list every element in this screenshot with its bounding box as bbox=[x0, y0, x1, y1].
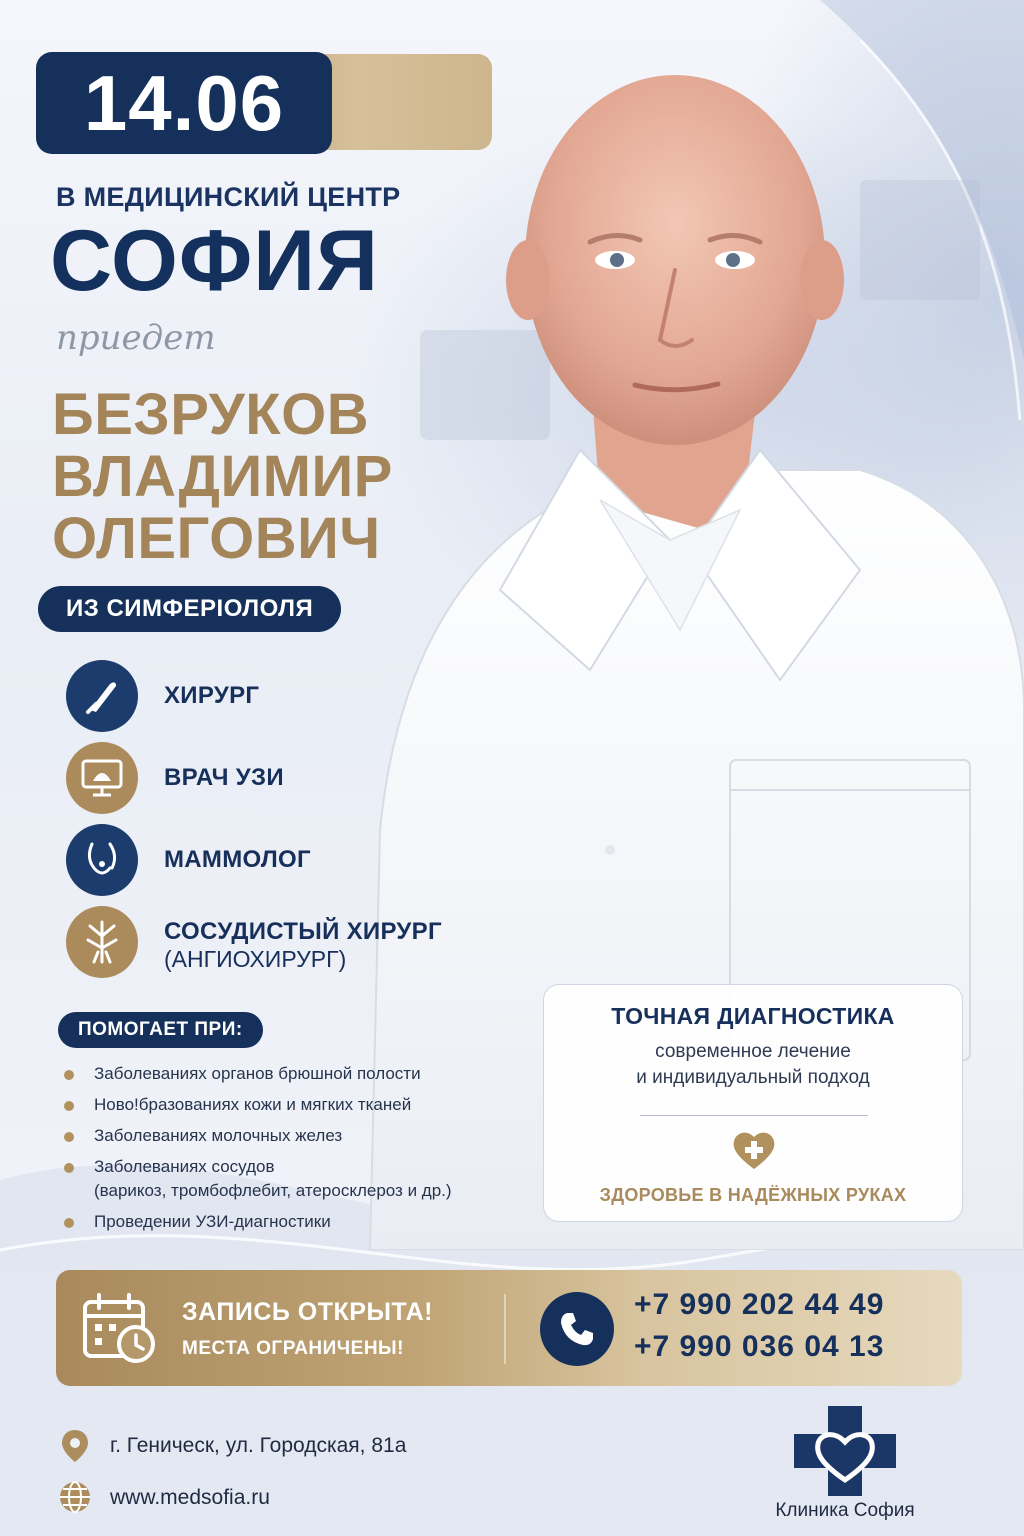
ultrasound-monitor-icon bbox=[66, 742, 138, 814]
diagnostics-text: современное лечение и индивидуальный подход bbox=[636, 1041, 870, 1088]
clinic-name: СОФИЯ bbox=[50, 213, 379, 309]
to-center-label: В МЕДИЦИНСКИЙ ЦЕНТР bbox=[56, 182, 401, 212]
booking-open-label: ЗАПИСЬ ОТКРЫТА! bbox=[182, 1298, 433, 1326]
list-item: Заболеваниях сосудов (варикоз, тромбофлебит, атеросклероз и др.) bbox=[62, 1155, 532, 1203]
doctor-name bbox=[52, 384, 393, 570]
helps-with-badge: ПОМОГАЕТ ПРИ: bbox=[58, 1012, 263, 1048]
clinic-cross-heart-icon bbox=[792, 1404, 898, 1498]
scalpel-icon bbox=[66, 660, 138, 732]
diagnostics-title: ТОЧНАЯ ДИАГНОСТИКА bbox=[611, 1003, 895, 1029]
specialty-mammologist bbox=[66, 824, 426, 898]
specialty-vascular-surgeon bbox=[66, 906, 442, 980]
conditions-list bbox=[62, 1062, 532, 1241]
specialty-surgeon bbox=[66, 660, 426, 734]
divider bbox=[640, 1115, 868, 1116]
heart-plus-icon bbox=[732, 1129, 776, 1171]
phone-number-1[interactable]: +7 990 202 44 49 bbox=[634, 1288, 885, 1321]
specialty-ultrasound bbox=[66, 742, 426, 816]
clinic-logo bbox=[760, 1404, 930, 1524]
booking-bar bbox=[56, 1270, 962, 1386]
specialty-label: ВРАЧ УЗИ bbox=[164, 764, 284, 791]
list-item: Заболеваниях органов брюшной полости bbox=[62, 1062, 532, 1086]
list-item: Проведении УЗИ-диагностики bbox=[62, 1210, 532, 1234]
specialty-label: ХИРУРГ bbox=[164, 682, 260, 709]
location-pin-icon bbox=[60, 1428, 90, 1464]
specialty-label: МАММОЛОГ bbox=[164, 846, 311, 873]
globe-icon bbox=[58, 1480, 92, 1514]
doctor-surname: БЕЗРУКОВ bbox=[52, 382, 370, 447]
limited-places-label: МЕСТА ОГРАНИЧЕНЫ! bbox=[182, 1338, 404, 1359]
arrives-label: приедет bbox=[56, 318, 216, 358]
calendar-clock-icon bbox=[82, 1292, 158, 1364]
address-text: г. Геническ, ул. Городская, 81а bbox=[110, 1434, 407, 1457]
list-item: Заболеваниях молочных желез bbox=[62, 1124, 532, 1148]
specialty-label: СОСУДИСТЫЙ ХИРУРГ bbox=[164, 918, 442, 945]
specialty-sublabel: (АНГИОХИРУРГ) bbox=[164, 946, 347, 972]
divider bbox=[504, 1294, 506, 1364]
from-city-badge: ИЗ СИМФЕРIОЛОЛЯ bbox=[38, 586, 341, 632]
list-item: Ново!бразованиях кожи и мягких тканей bbox=[62, 1093, 532, 1117]
phone-number-2[interactable]: +7 990 036 04 13 bbox=[634, 1330, 885, 1363]
logo-text: Клиника София bbox=[775, 1500, 915, 1521]
doctor-first-name: ВЛАДИМИР bbox=[52, 444, 393, 509]
breast-icon bbox=[66, 824, 138, 896]
date-banner bbox=[36, 52, 492, 154]
phone-icon bbox=[540, 1292, 614, 1366]
doctor-patronymic: ОЛЕГОВИЧ bbox=[52, 506, 381, 571]
diagnostics-card bbox=[543, 984, 963, 1222]
vessels-icon bbox=[66, 906, 138, 978]
website-link[interactable]: www.medsofia.ru bbox=[110, 1486, 270, 1509]
event-date: 14.06 bbox=[36, 52, 332, 154]
diagnostics-tagline: ЗДОРОВЬЕ В НАДЁЖНЫХ РУКАХ bbox=[599, 1185, 907, 1205]
